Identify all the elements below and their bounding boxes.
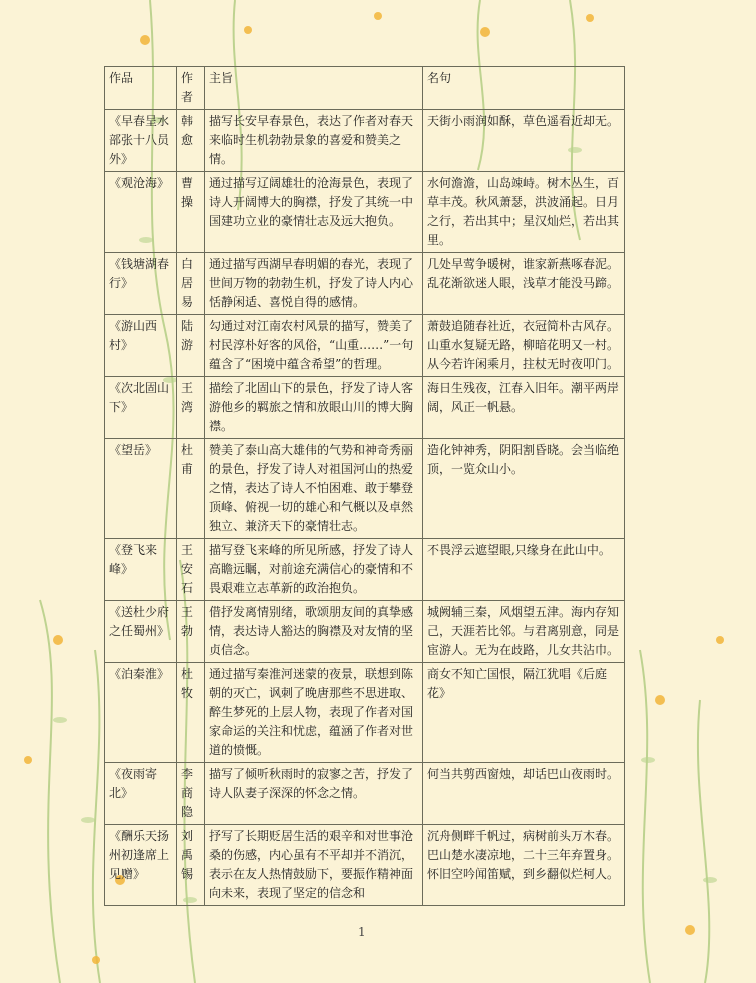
work-cell: 《酬乐天扬州初逢席上见赠》 bbox=[105, 825, 177, 906]
lines-cell: 水何澹澹，山岛竦峙。树木丛生，百草丰茂。秋风萧瑟，洪波涌起。日月之行，若出其中；星汉灿烂，若出其里。 bbox=[423, 172, 625, 253]
author-cell: 李商隐 bbox=[177, 763, 205, 825]
theme-cell: 通过描写秦淮河迷蒙的夜景，联想到陈朝的灭亡，讽刺了晚唐那些不思进取、醉生梦死的上层人物，表现了作者对国家命运的关注和忧虑，蕴涵了作者对世道的愤慨。 bbox=[205, 663, 423, 763]
table-row bbox=[105, 601, 625, 663]
table-header-row bbox=[105, 67, 625, 110]
lines-cell: 沉舟侧畔千帆过，病树前头万木春。巴山楚水凄凉地，二十三年弃置身。怀旧空吟闻笛赋，到乡翻似烂柯人。 bbox=[423, 825, 625, 906]
work-cell: 《登飞来峰》 bbox=[105, 539, 177, 601]
theme-cell: 抒写了长期贬居生活的艰辛和对世事沧桑的伤感，内心虽有不平却并不消沉，表示在友人热情鼓励下，要振作精神面向未来，表现了坚定的信念和 bbox=[205, 825, 423, 906]
theme-cell: 通过描写西湖早春明媚的春光，表现了世间万物的勃勃生机，抒发了诗人内心恬静闲适、喜悦自得的感情。 bbox=[205, 253, 423, 315]
poetry-summary-table-container bbox=[104, 66, 624, 906]
author-cell: 王安石 bbox=[177, 539, 205, 601]
work-cell: 《游山西村》 bbox=[105, 315, 177, 377]
theme-cell: 描写登飞来峰的所见所感，抒发了诗人高瞻远瞩，对前途充满信心的豪情和不畏艰难立志革新的政治抱负。 bbox=[205, 539, 423, 601]
theme-cell: 描写长安早春景色，表达了作者对春天来临时生机勃勃景象的喜爱和赞美之情。 bbox=[205, 110, 423, 172]
table-row bbox=[105, 539, 625, 601]
page-number: 1 bbox=[358, 925, 366, 939]
author-cell: 杜牧 bbox=[177, 663, 205, 763]
table-row bbox=[105, 253, 625, 315]
table-row bbox=[105, 377, 625, 439]
lines-cell: 商女不知亡国恨，隔江犹唱《后庭花》 bbox=[423, 663, 625, 763]
author-cell: 王勃 bbox=[177, 601, 205, 663]
table-row bbox=[105, 110, 625, 172]
author-cell: 陆游 bbox=[177, 315, 205, 377]
author-cell: 刘禹锡 bbox=[177, 825, 205, 906]
header-famous-lines: 名句 bbox=[423, 67, 625, 110]
author-cell: 王湾 bbox=[177, 377, 205, 439]
theme-cell: 赞美了泰山高大雄伟的气势和神奇秀丽的景色，抒发了诗人对祖国河山的热爱之情，表达了诗人不怕困难、敢于攀登顶峰、俯视一切的雄心和气概以及卓然独立、兼济天下的豪情壮志。 bbox=[205, 439, 423, 539]
work-cell: 《送杜少府之任蜀州》 bbox=[105, 601, 177, 663]
table-row bbox=[105, 439, 625, 539]
work-cell: 《观沧海》 bbox=[105, 172, 177, 253]
table-row bbox=[105, 825, 625, 906]
author-cell: 杜甫 bbox=[177, 439, 205, 539]
lines-cell: 城阙辅三秦，风烟望五津。海内存知己，天涯若比邻。与君离别意，同是宦游人。无为在歧路，儿女共沾巾。 bbox=[423, 601, 625, 663]
lines-cell: 造化钟神秀，阴阳割昏晓。会当临绝顶，一览众山小。 bbox=[423, 439, 625, 539]
work-cell: 《泊秦淮》 bbox=[105, 663, 177, 763]
poetry-summary-table bbox=[104, 66, 625, 906]
header-work: 作品 bbox=[105, 67, 177, 110]
lines-cell: 几处早莺争暖树，谁家新燕啄春泥。乱花渐欲迷人眼，浅草才能没马蹄。 bbox=[423, 253, 625, 315]
header-theme: 主旨 bbox=[205, 67, 423, 110]
lines-cell: 萧鼓追随春社近，衣冠简朴古风存。山重水复疑无路，柳暗花明又一村。从今若许闲乘月，拄杖无时夜叩门。 bbox=[423, 315, 625, 377]
author-cell: 韩愈 bbox=[177, 110, 205, 172]
table-row bbox=[105, 315, 625, 377]
work-cell: 《夜雨寄北》 bbox=[105, 763, 177, 825]
author-cell: 白居易 bbox=[177, 253, 205, 315]
work-cell: 《望岳》 bbox=[105, 439, 177, 539]
theme-cell: 通过描写辽阔雄壮的沧海景色，表现了诗人开阔博大的胸襟，抒发了其统一中国建功立业的豪情壮志及远大抱负。 bbox=[205, 172, 423, 253]
table-row bbox=[105, 763, 625, 825]
theme-cell: 勾通过对江南农村风景的描写，赞美了村民淳朴好客的风俗，“山重……”一句蕴含了“困境中蕴含希望”的哲理。 bbox=[205, 315, 423, 377]
work-cell: 《钱塘湖春行》 bbox=[105, 253, 177, 315]
lines-cell: 不畏浮云遮望眼,只缘身在此山中。 bbox=[423, 539, 625, 601]
table-row bbox=[105, 663, 625, 763]
work-cell: 《次北固山下》 bbox=[105, 377, 177, 439]
table-row bbox=[105, 172, 625, 253]
header-author: 作者 bbox=[177, 67, 205, 110]
author-cell: 曹操 bbox=[177, 172, 205, 253]
theme-cell: 借抒发离情别绪，歌颂朋友间的真挚感情，表达诗人豁达的胸襟及对友情的坚贞信念。 bbox=[205, 601, 423, 663]
lines-cell: 海日生残夜，江春入旧年。潮平两岸阔，风正一帆悬。 bbox=[423, 377, 625, 439]
theme-cell: 描绘了北固山下的景色，抒发了诗人客游他乡的羁旅之情和放眼山川的博大胸襟。 bbox=[205, 377, 423, 439]
theme-cell: 描写了倾听秋雨时的寂寥之苦，抒发了诗人队妻子深深的怀念之情。 bbox=[205, 763, 423, 825]
work-cell: 《早春呈水部张十八员外》 bbox=[105, 110, 177, 172]
lines-cell: 何当共剪西窗烛，却话巴山夜雨时。 bbox=[423, 763, 625, 825]
lines-cell: 天街小雨润如酥，草色遥看近却无。 bbox=[423, 110, 625, 172]
